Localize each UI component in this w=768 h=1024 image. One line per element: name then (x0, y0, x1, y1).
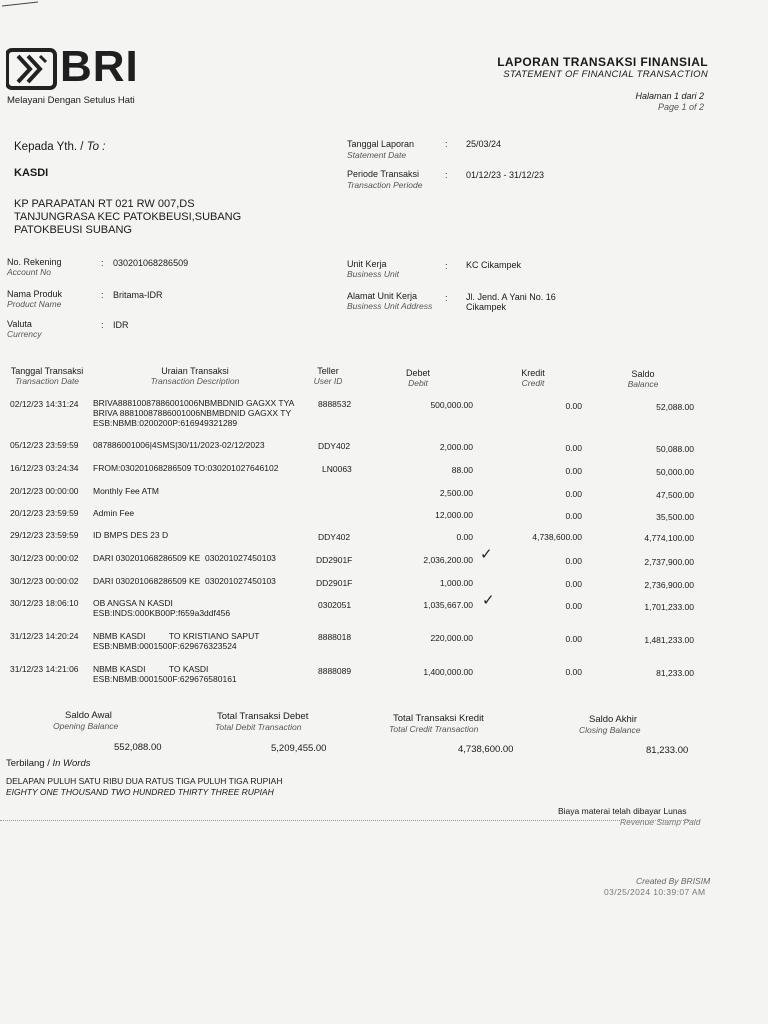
colon: : (445, 170, 448, 180)
header-label-en: User ID (313, 376, 343, 386)
address-line: TANJUNGRASA KEC PATOKBEUSI,SUBANG (14, 211, 242, 223)
cell-teller: 8888089 (318, 666, 352, 676)
cell-teller: LN0063 (322, 464, 352, 474)
cell-date: 02/12/23 14:31:24 (10, 399, 79, 409)
column-header-teller (303, 366, 353, 386)
document-title-en: STATEMENT OF FINANCIAL TRANSACTION (503, 69, 708, 80)
unit-address-line: Jl. Jend. A Yani No. 16 (466, 292, 556, 302)
cell-debit: 1,400,000.00 (423, 667, 473, 677)
closing-balance-label-en: Closing Balance (579, 725, 641, 735)
header-label-en: Transaction Description (150, 376, 240, 386)
cell-debit: 1,000.00 (439, 578, 473, 588)
scan-mark-icon (0, 0, 40, 8)
cell-debit: 88.00 (451, 465, 473, 475)
cell-credit: 0.00 (565, 601, 582, 611)
business-unit: KC Cikampek (466, 260, 522, 270)
cell-credit: 0.00 (565, 489, 582, 499)
cell-credit: 4,738,600.00 (532, 532, 582, 542)
header-label-en: Debit (408, 378, 428, 388)
cell-debit: 1,035,667.00 (423, 600, 473, 610)
in-words-label (6, 758, 91, 769)
account-number: 030201068286509 (113, 258, 189, 268)
address-line: PATOKBEUSI SUBANG (14, 224, 132, 236)
period-label-en: Transaction Periode (347, 180, 423, 190)
cell-description: NBMB KASDI TO KASDI ESB:NBMB:0001500F:629676580161 (93, 664, 237, 684)
unit-address-line: Cikampek (466, 302, 507, 312)
column-header-date (4, 366, 90, 386)
cell-credit: 0.00 (565, 443, 582, 453)
currency: IDR (113, 320, 129, 330)
cell-credit: 0.00 (565, 667, 582, 677)
account-no-label: No. Rekening (7, 257, 62, 267)
cell-date: 30/12/23 00:00:02 (10, 553, 79, 563)
colon: : (101, 320, 104, 330)
total-debit-label-en: Total Debit Transaction (215, 722, 302, 732)
cell-date: 31/12/23 14:21:06 (10, 664, 79, 674)
cell-description: Monthly Fee ATM (93, 486, 159, 496)
brand-name: BRI (60, 42, 139, 91)
recipient-label-en: To : (86, 141, 106, 153)
cell-credit: 0.00 (565, 556, 582, 566)
cell-description: Admin Fee (93, 508, 135, 518)
column-header-description (130, 366, 260, 386)
total-credit-label: Total Transaksi Kredit (393, 713, 484, 724)
product-label-en: Product Name (7, 299, 62, 309)
cell-balance: 1,701,233.00 (644, 602, 694, 612)
total-credit: 4,738,600.00 (458, 744, 514, 755)
period-label: Periode Transaksi (347, 169, 420, 179)
header-label-en: Credit (521, 378, 545, 388)
recipient-label-id: Kepada Yth. / (14, 141, 84, 153)
stamp-note-en: Revenue Stamp Paid (620, 817, 701, 827)
cell-debit: 2,000.00 (439, 442, 473, 452)
cell-date: 20/12/23 23:59:59 (10, 508, 79, 518)
cell-date: 29/12/23 23:59:59 (10, 530, 79, 540)
recipient-name: KASDI (14, 167, 49, 179)
column-header-debit (393, 368, 443, 388)
in-words-label-en: In Words (52, 758, 91, 769)
total-credit-label-en: Total Credit Transaction (389, 724, 479, 734)
cell-balance: 2,736,900.00 (644, 580, 694, 590)
cell-debit: 0.00 (456, 532, 473, 542)
currency-label-en: Currency (7, 329, 42, 339)
cell-date: 31/12/23 14:20:24 (10, 631, 79, 641)
cell-date: 20/12/23 00:00:00 (10, 486, 79, 496)
recipient-label (14, 141, 105, 153)
cell-teller: 8888532 (318, 399, 352, 409)
cell-credit: 0.00 (565, 466, 582, 476)
stamp-note: Biaya materai telah dibayar Lunas (558, 806, 687, 816)
cell-credit: 0.00 (565, 579, 582, 589)
unit-label-en: Business Unit (347, 269, 399, 279)
page-number-en: Page 1 of 2 (657, 102, 704, 112)
cell-balance: 52,088.00 (656, 402, 694, 412)
product-label: Nama Produk (7, 289, 63, 299)
header-label: Teller (317, 366, 339, 376)
cell-balance: 47,500.00 (656, 490, 694, 500)
colon: : (101, 258, 104, 268)
statement-date-label: Tanggal Laporan (347, 139, 415, 149)
cell-debit: 2,500.00 (439, 488, 473, 498)
cell-date: 30/12/23 18:06:10 (10, 598, 79, 608)
cell-date: 16/12/23 03:24:34 (10, 463, 79, 473)
cell-debit: 2,036,200.00 (423, 555, 473, 565)
cell-description: 087886001006|4SMS|30/11/2023-02/12/2023 (93, 440, 265, 450)
amount-in-words-en: EIGHTY ONE THOUSAND TWO HUNDRED THIRTY THREE RUPIAH (6, 787, 274, 797)
cell-balance: 1,481,233.00 (644, 635, 694, 645)
opening-balance-label-en: Opening Balance (53, 721, 119, 731)
cell-teller: 8888018 (318, 632, 352, 642)
total-debit: 5,209,455.00 (271, 743, 327, 754)
created-timestamp: 03/25/2024 10:39:07 AM (604, 887, 706, 897)
created-by: Created By BRISIM (636, 876, 711, 886)
cell-debit: 220,000.00 (430, 633, 473, 643)
cell-description: FROM:030201068286509 TO:030201027646102 (93, 463, 279, 473)
account-no-label-en: Account No (7, 267, 51, 277)
colon: : (445, 293, 448, 303)
cell-description: DARI 030201068286509 KE 030201027450103 (93, 576, 276, 586)
cell-balance: 50,088.00 (656, 444, 694, 454)
cell-credit: 0.00 (565, 511, 582, 521)
column-header-balance (618, 369, 668, 389)
column-header-credit (508, 368, 558, 388)
colon: : (445, 261, 448, 271)
cell-teller: DDY402 (318, 532, 351, 542)
in-words-label-id: Terbilang / (6, 758, 50, 769)
product-name: Britama-IDR (113, 290, 163, 300)
unit-address-label: Alamat Unit Kerja (347, 291, 418, 301)
checkmark-icon: ✓ (482, 591, 495, 609)
header-label: Kredit (521, 368, 545, 378)
cell-balance: 81,233.00 (656, 668, 694, 678)
cell-debit: 12,000.00 (435, 510, 473, 520)
cell-description: NBMB KASDI TO KRISTIANO SAPUT ESB:NBMB:0001500F:629676323524 (93, 631, 260, 651)
header-label: Debet (405, 368, 431, 378)
cell-credit: 0.00 (565, 634, 582, 644)
cell-description: OB ANGSA N KASDI ESB:INDS:000KB00P:f659a3ddf456 (93, 598, 231, 618)
cell-teller: DD2901F (316, 555, 353, 565)
divider (0, 820, 700, 821)
opening-balance-label: Saldo Awal (65, 710, 112, 721)
header-label-en: Balance (627, 379, 659, 389)
cell-description: DARI 030201068286509 KE 030201027450103 (93, 553, 276, 563)
header-label: Tanggal Transaksi (10, 366, 84, 376)
opening-balance: 552,088.00 (114, 742, 162, 753)
transaction-period: 01/12/23 - 31/12/23 (466, 170, 545, 180)
unit-address-label-en: Business Unit Address (347, 301, 433, 311)
brand-tagline: Melayani Dengan Setulus Hati (7, 95, 135, 106)
cell-credit: 0.00 (565, 401, 582, 411)
cell-description: BRIVA88810087886001006NBMBDNID GAGXX TYA BRIVA 88810087886001006NBMBDNID GAGXX TY ESB:NBMB:0200200P:616949321289 (93, 398, 295, 428)
document-title: LAPORAN TRANSAKSI FINANSIAL (497, 55, 708, 69)
cell-debit: 500,000.00 (430, 400, 473, 410)
closing-balance-label: Saldo Akhir (589, 714, 638, 725)
address-line: KP PARAPATAN RT 021 RW 007,DS (14, 198, 195, 210)
cell-teller: 0302051 (318, 600, 352, 610)
cell-balance: 4,774,100.00 (644, 533, 694, 543)
unit-label: Unit Kerja (347, 259, 387, 269)
cell-date: 05/12/23 23:59:59 (10, 440, 79, 450)
colon: : (445, 139, 448, 149)
cell-teller: DD2901F (316, 578, 353, 588)
header-label: Uraian Transaksi (161, 366, 229, 376)
cell-balance: 2,737,900.00 (644, 557, 694, 567)
cell-description: ID BMPS DES 23 D (93, 530, 169, 540)
amount-in-words: DELAPAN PULUH SATU RIBU DUA RATUS TIGA PULUH TIGA RUPIAH (6, 776, 283, 786)
closing-balance: 81,233.00 (646, 745, 689, 756)
cell-teller: DDY402 (318, 441, 351, 451)
header-label: Saldo (631, 369, 655, 379)
statement-date-label-en: Statement Date (347, 150, 407, 160)
colon: : (101, 290, 104, 300)
cell-balance: 50,000.00 (656, 467, 694, 477)
total-debit-label: Total Transaksi Debet (217, 711, 309, 722)
currency-label: Valuta (7, 319, 32, 329)
checkmark-icon: ✓ (480, 545, 493, 563)
cell-balance: 35,500.00 (656, 512, 694, 522)
page-number: Halaman 1 dari 2 (635, 91, 704, 101)
header-label-en: Transaction Date (14, 376, 80, 386)
cell-date: 30/12/23 00:00:02 (10, 576, 79, 586)
statement-date: 25/03/24 (466, 139, 502, 149)
